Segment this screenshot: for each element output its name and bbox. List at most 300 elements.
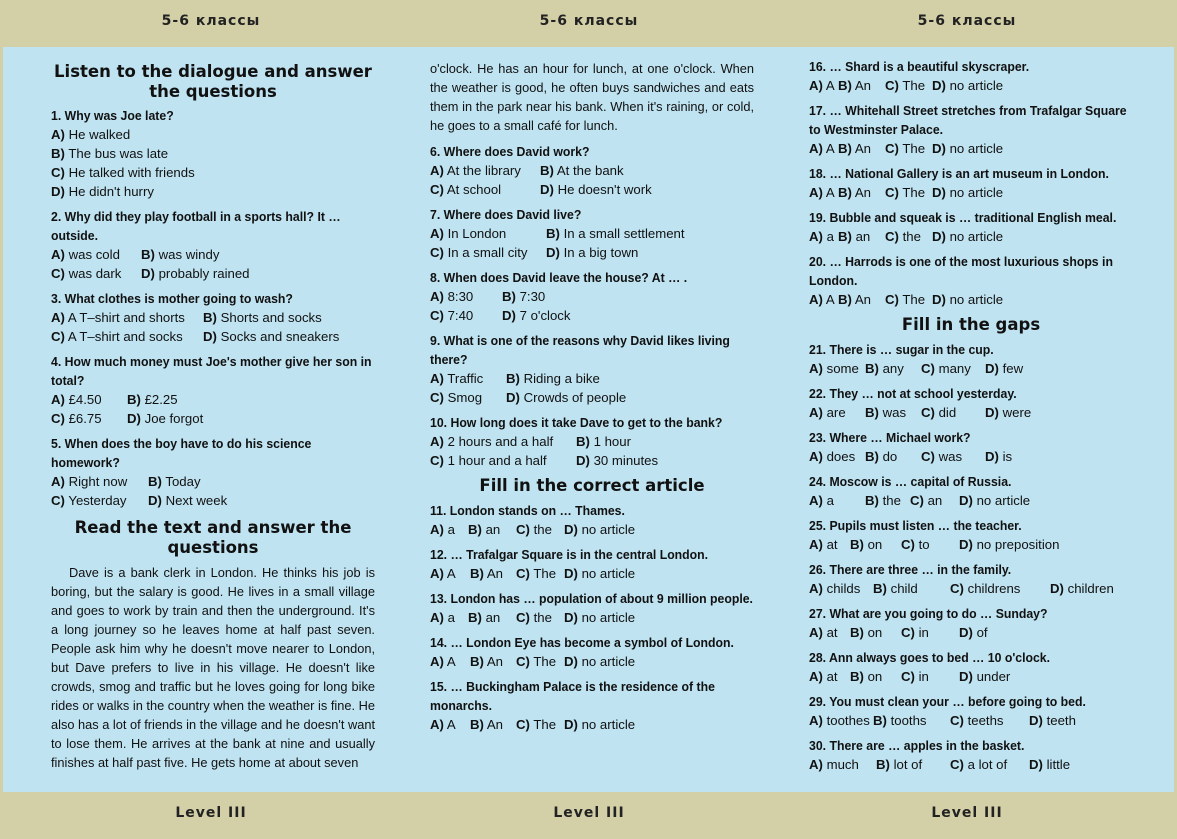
option-text: a xyxy=(826,492,834,508)
option-letter: C) xyxy=(950,712,964,728)
answer-option xyxy=(985,359,1023,378)
option-letter: C) xyxy=(430,182,444,197)
answer-option xyxy=(850,667,882,686)
footer-label: Level III xyxy=(175,805,247,821)
question-block xyxy=(809,472,1133,510)
answer-option xyxy=(430,243,527,262)
answer-option xyxy=(430,564,456,583)
option-text: no article xyxy=(581,609,636,625)
question-text: 23. Where … Michael work? xyxy=(809,429,971,445)
option-text: The bus was late xyxy=(68,146,169,161)
answer-option xyxy=(564,608,635,627)
option-text: in xyxy=(918,624,929,640)
answer-option xyxy=(540,180,652,199)
footer-band xyxy=(0,792,1177,839)
option-text: An xyxy=(486,565,503,581)
question-text: 13. London has … population of about 9 million people. xyxy=(430,590,753,606)
option-letter: C) xyxy=(885,292,899,307)
option-text: on xyxy=(867,624,883,640)
option-letter: B) xyxy=(546,226,560,241)
option-text: an xyxy=(485,521,501,537)
option-letter: B) xyxy=(203,310,217,325)
option-text: The xyxy=(902,292,926,307)
option-text: children xyxy=(1067,580,1114,596)
option-letter: D) xyxy=(959,492,973,508)
option-letter: B) xyxy=(470,653,484,669)
answer-option xyxy=(809,76,835,95)
answer-option xyxy=(985,403,1031,422)
question-block xyxy=(430,501,754,539)
question-block xyxy=(809,252,1133,309)
option-text: no article xyxy=(976,492,1031,508)
option-letter: B) xyxy=(850,624,864,640)
option-text: At school xyxy=(446,182,502,197)
option-letter: C) xyxy=(885,229,899,244)
answer-option xyxy=(430,715,456,734)
option-letter: D) xyxy=(932,292,946,307)
option-text: does xyxy=(826,448,856,464)
option-text: A xyxy=(825,78,835,93)
question-block xyxy=(809,57,1133,95)
question-block xyxy=(430,268,754,325)
option-letter: D) xyxy=(506,390,520,405)
option-text: A xyxy=(446,565,456,581)
answer-option xyxy=(203,308,322,327)
option-letter: B) xyxy=(468,609,482,625)
option-text: was xyxy=(882,404,907,420)
option-text: no article xyxy=(581,716,636,732)
option-text: toothes xyxy=(826,712,870,728)
answer-option xyxy=(430,451,547,470)
answer-option xyxy=(51,163,195,182)
option-text: childs xyxy=(826,580,861,596)
option-letter: D) xyxy=(985,360,999,376)
option-text: In a big town xyxy=(563,245,639,260)
answer-option xyxy=(1050,579,1114,598)
option-text: Yesterday xyxy=(68,493,127,508)
option-text: are xyxy=(826,404,846,420)
option-text: much xyxy=(826,756,859,772)
option-letter: B) xyxy=(838,185,852,200)
answer-option xyxy=(809,755,859,774)
option-letter: C) xyxy=(51,266,65,281)
option-text: teeth xyxy=(1046,712,1076,728)
option-letter: C) xyxy=(921,448,935,464)
answer-option xyxy=(51,308,185,327)
answer-option xyxy=(876,755,922,774)
option-text: Crowds of people xyxy=(523,390,627,405)
question-text: 9. What is one of the reasons why David likes living there? xyxy=(430,333,730,367)
option-letter: A) xyxy=(809,668,823,684)
answer-option xyxy=(564,520,635,539)
option-text: few xyxy=(1002,360,1024,376)
option-text: no preposition xyxy=(976,536,1060,552)
question-text: 29. You must clean your … before going to bed. xyxy=(809,693,1086,709)
option-letter: D) xyxy=(1050,580,1064,596)
question-block xyxy=(430,633,754,671)
reading-text: Dave is a bank clerk in London. He thinks his job is boring, but the salary is good. He lives in a small village and goes to work by train and then the underground. It's a long journey so he leaves home at half past seven. People ask him why he doesn't move nearer to London, but Dave prefers to live in his village. He doesn't like crowds, smog and traffic but he loves going for long bike rides or walks in the country when the weather is fine. He also has a lot of friends in the village and he doesn't want to lose them. He arrives at the bank at nine and usually finishes at half past five. He gets home at about seven xyxy=(51,565,375,770)
option-text: no article xyxy=(949,185,1004,200)
answer-option xyxy=(809,227,834,246)
option-text: An xyxy=(854,292,871,307)
question-text: 27. What are you going to do … Sunday? xyxy=(809,605,1048,621)
answer-option xyxy=(932,227,1003,246)
option-text: any xyxy=(882,360,904,376)
option-letter: A) xyxy=(809,580,823,596)
option-text: Today xyxy=(165,474,201,489)
option-text: teeths xyxy=(967,712,1004,728)
answer-option xyxy=(885,76,925,95)
option-letter: A) xyxy=(809,229,823,244)
option-letter: C) xyxy=(516,521,530,537)
answer-option xyxy=(809,183,835,202)
answer-option xyxy=(950,711,1004,730)
option-text: an xyxy=(927,492,943,508)
answer-option xyxy=(838,290,871,309)
answer-option xyxy=(985,447,1012,466)
option-text: A T–shirt and shorts xyxy=(67,310,185,325)
answer-option xyxy=(430,180,501,199)
answer-option xyxy=(51,472,127,491)
answer-option xyxy=(430,388,482,407)
answer-option xyxy=(873,711,927,730)
answer-option xyxy=(141,264,250,283)
question-text: 19. Bubble and squeak is … traditional English meal. xyxy=(809,210,1117,225)
option-text: in xyxy=(918,668,929,684)
option-text: £6.75 xyxy=(68,411,102,426)
option-text: 7:30 xyxy=(519,289,546,304)
option-letter: D) xyxy=(985,404,999,420)
option-text: He talked with friends xyxy=(68,165,195,180)
option-text: of xyxy=(976,624,988,640)
answer-option xyxy=(564,652,635,671)
option-letter: D) xyxy=(564,521,578,537)
option-text: 30 minutes xyxy=(593,453,659,468)
option-letter: B) xyxy=(873,580,887,596)
question-block xyxy=(809,604,1133,642)
header-label: 5-6 классы xyxy=(161,13,261,29)
option-letter: B) xyxy=(865,492,879,508)
answer-option xyxy=(901,535,930,554)
option-text: Next week xyxy=(165,493,228,508)
question-block xyxy=(430,142,754,199)
answer-option xyxy=(430,520,455,539)
option-text: no article xyxy=(949,78,1004,93)
option-text: 8:30 xyxy=(447,289,474,304)
question-text: 26. There are three … in the family. xyxy=(809,561,1012,577)
question-text: 18. … National Gallery is an art museum in London. xyxy=(809,166,1109,181)
option-letter: D) xyxy=(959,624,973,640)
option-letter: A) xyxy=(430,565,444,581)
question-text: 28. Ann always goes to bed … 10 o'clock. xyxy=(809,649,1051,665)
option-text: A xyxy=(446,716,456,732)
header-label: 5-6 классы xyxy=(539,13,639,29)
option-letter: B) xyxy=(502,289,516,304)
option-text: little xyxy=(1046,756,1071,772)
question-block xyxy=(430,545,754,583)
answer-option xyxy=(516,652,556,671)
option-letter: D) xyxy=(959,536,973,552)
question-text: 3. What clothes is mother going to wash? xyxy=(51,291,293,306)
question-text: 22. They … not at school yesterday. xyxy=(809,385,1017,401)
option-text: a lot of xyxy=(967,756,1008,772)
question-text: 30. There are … apples in the basket. xyxy=(809,737,1025,753)
answer-option xyxy=(921,447,962,466)
answer-option xyxy=(950,755,1007,774)
option-letter: A) xyxy=(809,492,823,508)
option-letter: A) xyxy=(51,247,65,262)
option-letter: C) xyxy=(901,668,915,684)
answer-option xyxy=(901,667,929,686)
question-block xyxy=(809,101,1133,158)
option-letter: D) xyxy=(985,448,999,464)
answer-option xyxy=(850,535,882,554)
answer-option xyxy=(51,390,102,409)
option-letter: B) xyxy=(876,756,890,772)
answer-option xyxy=(885,183,925,202)
answer-option xyxy=(430,161,521,180)
answer-option xyxy=(546,243,638,262)
answer-option xyxy=(838,227,870,246)
answer-option xyxy=(921,359,971,378)
option-letter: C) xyxy=(51,411,65,426)
answer-option xyxy=(51,491,127,510)
option-letter: B) xyxy=(865,360,879,376)
option-letter: B) xyxy=(468,521,482,537)
answer-option xyxy=(576,432,631,451)
option-letter: A) xyxy=(809,141,823,156)
option-letter: D) xyxy=(564,716,578,732)
option-text: A xyxy=(825,292,835,307)
option-letter: C) xyxy=(51,493,65,508)
option-letter: C) xyxy=(921,360,935,376)
option-text: the xyxy=(882,492,901,508)
option-letter: A) xyxy=(809,360,823,376)
question-block xyxy=(51,352,375,428)
option-letter: D) xyxy=(127,411,141,426)
option-text: a xyxy=(447,521,455,537)
question-block xyxy=(809,340,1133,378)
option-text: under xyxy=(976,668,1011,684)
answer-option xyxy=(516,564,556,583)
option-text: 7:40 xyxy=(447,308,474,323)
option-text: The xyxy=(902,185,926,200)
answer-option xyxy=(838,183,871,202)
option-text: Joe forgot xyxy=(144,411,204,426)
option-text: A T–shirt and socks xyxy=(67,329,183,344)
column-middle xyxy=(430,59,754,740)
answer-option xyxy=(959,491,1030,510)
column-left xyxy=(51,59,375,772)
option-letter: C) xyxy=(516,609,530,625)
option-letter: B) xyxy=(865,448,879,464)
question-block xyxy=(430,205,754,262)
option-text: The xyxy=(902,78,926,93)
answer-option xyxy=(809,447,855,466)
question-text: 25. Pupils must listen … the teacher. xyxy=(809,517,1022,533)
option-text: probably rained xyxy=(158,266,250,281)
option-letter: B) xyxy=(850,536,864,552)
option-text: childrens xyxy=(967,580,1021,596)
header-band xyxy=(0,0,1177,47)
answer-option xyxy=(901,623,929,642)
option-text: The xyxy=(533,653,557,669)
option-text: no article xyxy=(581,565,636,581)
question-text: 15. … Buckingham Palace is the residence of the monarchs. xyxy=(430,678,715,713)
answer-option xyxy=(865,447,897,466)
option-letter: A) xyxy=(430,609,444,625)
answer-option xyxy=(546,224,685,243)
option-text: no article xyxy=(949,141,1004,156)
option-letter: D) xyxy=(546,245,560,260)
option-letter: A) xyxy=(809,78,823,93)
question-block xyxy=(430,589,754,627)
answer-option xyxy=(470,652,503,671)
answer-option xyxy=(51,409,102,428)
question-block xyxy=(809,208,1133,246)
option-letter: B) xyxy=(148,474,162,489)
question-text: 7. Where does David live? xyxy=(430,207,582,222)
option-letter: D) xyxy=(564,565,578,581)
option-text: £4.50 xyxy=(68,392,102,407)
option-letter: C) xyxy=(910,492,924,508)
answer-option xyxy=(470,715,503,734)
question-block xyxy=(809,516,1133,554)
question-block xyxy=(51,289,375,346)
option-text: An xyxy=(854,141,871,156)
option-text: child xyxy=(890,580,918,596)
option-letter: C) xyxy=(901,624,915,640)
section-heading: Listen to the dialogue and answer the questions xyxy=(54,62,372,101)
question-text: 2. Why did they play football in a sports hall? It … outside. xyxy=(51,209,341,243)
option-letter: C) xyxy=(885,78,899,93)
option-letter: C) xyxy=(950,580,964,596)
option-letter: A) xyxy=(809,404,823,420)
option-text: the xyxy=(533,521,552,537)
option-text: The xyxy=(902,141,926,156)
option-letter: A) xyxy=(51,392,65,407)
answer-option xyxy=(51,182,154,201)
option-text: were xyxy=(1002,404,1032,420)
option-letter: B) xyxy=(141,247,155,262)
option-letter: B) xyxy=(127,392,141,407)
option-letter: D) xyxy=(959,668,973,684)
option-letter: B) xyxy=(838,292,852,307)
answer-option xyxy=(141,245,219,264)
question-block xyxy=(809,384,1133,422)
option-letter: C) xyxy=(51,329,65,344)
option-letter: D) xyxy=(502,308,516,323)
option-letter: C) xyxy=(921,404,935,420)
option-text: no article xyxy=(949,292,1004,307)
question-block xyxy=(51,106,375,201)
question-block xyxy=(51,434,375,510)
option-text: 1 hour xyxy=(593,434,631,449)
answer-option xyxy=(564,564,635,583)
answer-option xyxy=(838,76,871,95)
answer-option xyxy=(506,388,626,407)
option-letter: D) xyxy=(564,609,578,625)
option-letter: A) xyxy=(809,624,823,640)
question-text: 12. … Trafalgar Square is in the central London. xyxy=(430,546,709,562)
option-text: at xyxy=(826,624,838,640)
question-text: 17. … Whitehall Street stretches from Trafalgar Square to Westminster Palace. xyxy=(809,103,1127,137)
question-block xyxy=(430,413,754,470)
option-letter: D) xyxy=(576,453,590,468)
option-letter: D) xyxy=(932,185,946,200)
answer-option xyxy=(430,608,455,627)
question-text: 8. When does David leave the house? At … . xyxy=(430,270,688,285)
option-letter: B) xyxy=(838,78,852,93)
question-text: 1. Why was Joe late? xyxy=(51,108,174,123)
option-letter: D) xyxy=(51,184,65,199)
answer-option xyxy=(873,579,918,598)
question-block xyxy=(430,677,754,734)
option-letter: C) xyxy=(430,245,444,260)
option-text: An xyxy=(854,78,871,93)
option-text: on xyxy=(867,668,883,684)
option-text: An xyxy=(486,716,503,732)
question-text: 6. Where does David work? xyxy=(430,144,590,159)
option-text: on xyxy=(867,536,883,552)
option-text: In a small settlement xyxy=(563,226,685,241)
question-text: 16. … Shard is a beautiful skyscraper. xyxy=(809,59,1030,74)
option-letter: C) xyxy=(950,756,964,772)
answer-option xyxy=(51,144,168,163)
option-text: an xyxy=(855,229,871,244)
option-text: Right now xyxy=(68,474,128,489)
option-text: 1 hour and a half xyxy=(447,453,547,468)
answer-option xyxy=(564,715,635,734)
option-text: At the library xyxy=(446,163,521,178)
question-block xyxy=(809,692,1133,730)
option-letter: A) xyxy=(430,226,444,241)
option-text: An xyxy=(486,653,503,669)
answer-option xyxy=(127,390,178,409)
option-letter: A) xyxy=(809,292,823,307)
question-text: 24. Moscow is … capital of Russia. xyxy=(809,473,1012,489)
option-letter: A) xyxy=(430,716,444,732)
answer-option xyxy=(809,403,846,422)
option-letter: C) xyxy=(901,536,915,552)
option-text: At the bank xyxy=(556,163,624,178)
answer-option xyxy=(51,327,183,346)
option-letter: B) xyxy=(838,229,852,244)
option-text: do xyxy=(882,448,898,464)
answer-option xyxy=(910,491,942,510)
option-text: no article xyxy=(949,229,1004,244)
option-letter: A) xyxy=(809,712,823,728)
option-letter: C) xyxy=(516,565,530,581)
question-block xyxy=(430,331,754,407)
option-text: He walked xyxy=(68,127,131,142)
question-text: 20. … Harrods is one of the most luxurious shops in London. xyxy=(809,254,1113,288)
option-letter: A) xyxy=(430,371,444,386)
option-letter: D) xyxy=(932,141,946,156)
option-letter: A) xyxy=(809,536,823,552)
option-letter: A) xyxy=(51,127,65,142)
answer-option xyxy=(51,264,121,283)
answer-option xyxy=(850,623,882,642)
option-letter: B) xyxy=(470,565,484,581)
option-text: no article xyxy=(581,653,636,669)
option-text: is xyxy=(1002,448,1013,464)
answer-option xyxy=(809,359,859,378)
answer-option xyxy=(540,161,624,180)
section-heading: Read the text and answer the questions xyxy=(74,518,352,557)
option-letter: A) xyxy=(430,653,444,669)
answer-option xyxy=(865,403,906,422)
